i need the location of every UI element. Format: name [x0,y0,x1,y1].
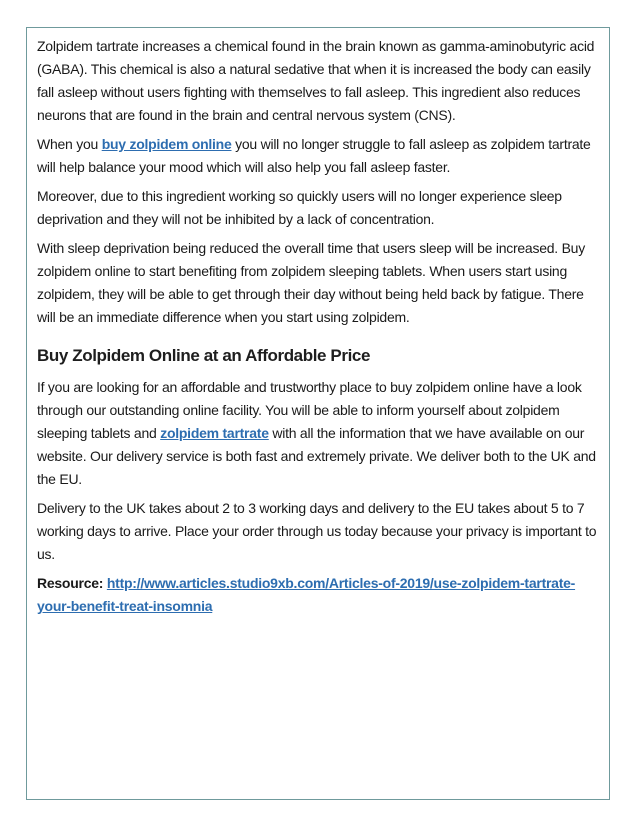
resource-url-link[interactable]: http://www.articles.studio9xb.com/Articles-of-2019/use-zolpidem-tartrate-your-benefit-treat-insomnia [37,575,576,614]
paragraph-affordable-before: If you are looking for an affordable and trustworthy place to buy zolpidem online have a look through our outstanding online facility. You will be able to inform yourself about zolpidem sleeping tablets and [37,379,582,441]
paragraph-affordable-after: with all the information that we have available on our website. Our delivery service is both fast and extremely private. We deliver both to the UK and the EU. [37,425,596,487]
resource-label: Resource: [37,575,104,591]
paragraph-delivery: Delivery to the UK takes about 2 to 3 working days and delivery to the EU takes about 5 to 7 working days to arrive. Place your order through us today because your privacy is important to us. [37,500,597,562]
article-body [37,35,605,624]
paragraph-affordable [37,376,605,491]
paragraph-sleep-deprivation: Moreover, due to this ingredient working so quickly users will no longer experience sleep deprivation and they will not be inhibited by a lack of concentration. [37,188,562,227]
zolpidem-tartrate-link[interactable]: zolpidem tartrate [160,425,269,441]
buy-zolpidem-online-link[interactable]: buy zolpidem online [101,136,232,152]
paragraph-gaba: Zolpidem tartrate increases a chemical found in the brain known as gamma-aminobutyric acid (GABA). This chemical is also a natural sedative that when it is increased the body can easily fall asleep without users fighting with themselves to fall asleep. This ingredient also reduces neurons that are found in the brain and central nervous system (CNS). [37,38,595,123]
paragraph-buy-online-after: you will no longer struggle to fall asleep as zolpidem tartrate will help balance your mood which will also help you fall asleep faster. [37,136,591,175]
resource-line [37,572,605,618]
paragraph-sleep-time: With sleep deprivation being reduced the overall time that users sleep will be increased. Buy zolpidem online to start benefiting from zolpidem sleeping tablets. When users start using zolpidem, they will be able to get through their day without being held back by fatigue. There will be an immediate difference when you start using zolpidem. [37,240,585,325]
paragraph-buy-online-before: When you [37,136,102,152]
section-heading: Buy Zolpidem Online at an Affordable Price [37,346,371,365]
paragraph-buy-online [37,133,605,179]
